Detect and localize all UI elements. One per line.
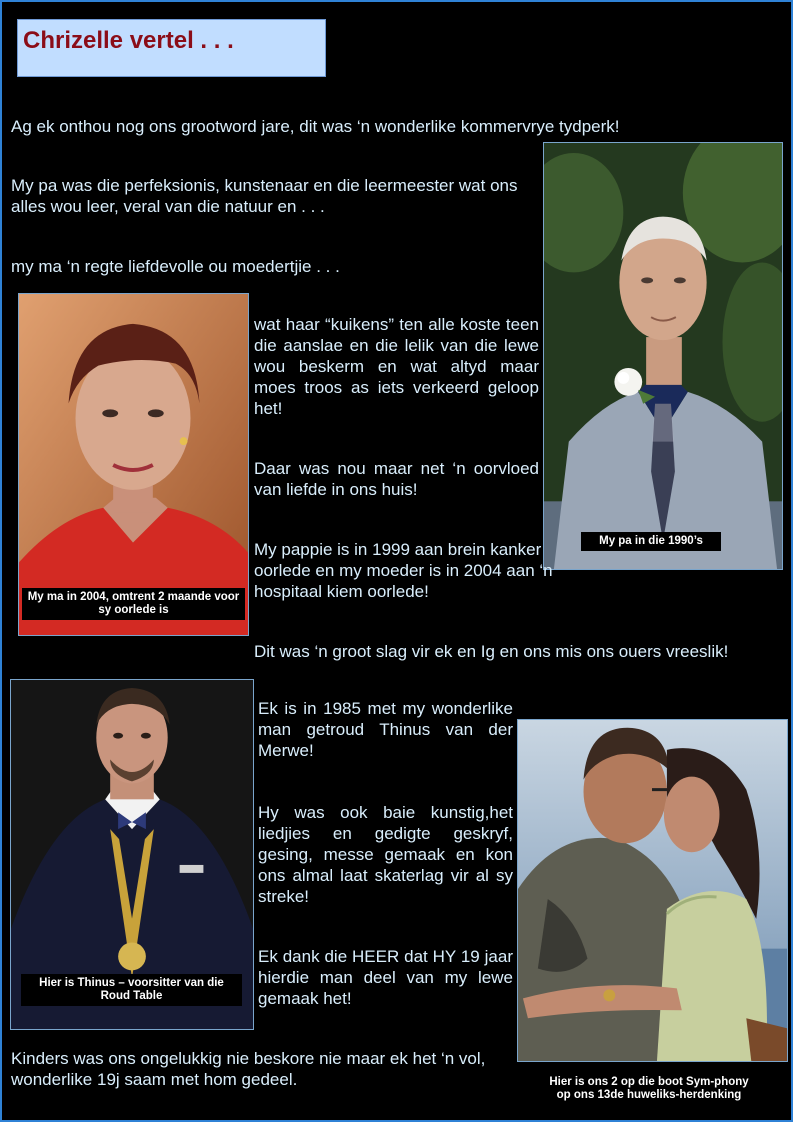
paragraph-children: Kinders was ons ongelukkig nie beskore nie maar ek het ‘n vol, wonderlike 19j saam met hom gedeel. <box>11 1049 486 1089</box>
father-photo <box>543 142 783 570</box>
paragraph-marriage: Ek is in 1985 met my wonderlike man getroud Thinus van der Merwe! <box>258 699 513 760</box>
father-caption: My pa in die 1990’s <box>581 532 721 551</box>
paragraph-mother: my ma ‘n regte liefdevolle ou moedertjie . . . <box>11 257 340 276</box>
couple-photo <box>517 719 788 1062</box>
mother-caption: My ma in 2004, omtrent 2 maande voor sy oorlede is <box>22 588 245 620</box>
paragraph-artistic: Hy was ook baie kunstig,het liedjies en gedigte geskryf, gesing, messe gemaak en kon ons almal laat skaterlag vir al sy streke! <box>258 803 513 906</box>
couple-caption: Hier is ons 2 op die boot Sym-phony op ons 13de huweliks-herdenking <box>549 1076 749 1101</box>
paragraph-loss: Dit was ‘n groot slag vir ek en Ig en ons mis ons ouers vreeslik! <box>254 642 729 661</box>
title-box <box>17 19 326 77</box>
thinus-photo <box>10 679 254 1030</box>
page-title: Chrizelle vertel . . . <box>23 27 234 54</box>
paragraph-childhood: Ag ek onthou nog ons grootword jare, dit was ‘n wonderlike kommervrye tydperk! <box>11 117 620 136</box>
paragraph-passing: My pappie is in 1999 aan brein kanker oorlede en my moeder is in 2004 aan ‘n hospitaal kiem oorlede! <box>254 540 553 601</box>
paragraph-thanks: Ek dank die HEER dat HY 19 jaar hierdie man deel van my lewe gemaak het! <box>258 947 513 1008</box>
paragraph-love: Daar was nou maar net ‘n oorvloed van liefde in ons huis! <box>254 459 539 499</box>
paragraph-father: My pa was die perfeksionis, kunstenaar en die leermeester wat ons alles wou leer, veral van die natuur en . . . <box>11 176 518 216</box>
paragraph-mother-protective: wat haar “kuikens” ten alle koste teen die aanslae en die lelik van die lewe wou beskerm en wat altyd maar moes troos as iets verkeerd geloop het! <box>254 315 539 418</box>
mother-photo-image <box>19 294 248 635</box>
thinus-caption: Hier is Thinus – voorsitter van die Roud Table <box>21 974 242 1006</box>
mother-photo <box>18 293 249 636</box>
couple-photo-image <box>518 720 787 1061</box>
father-photo-image <box>544 143 782 569</box>
